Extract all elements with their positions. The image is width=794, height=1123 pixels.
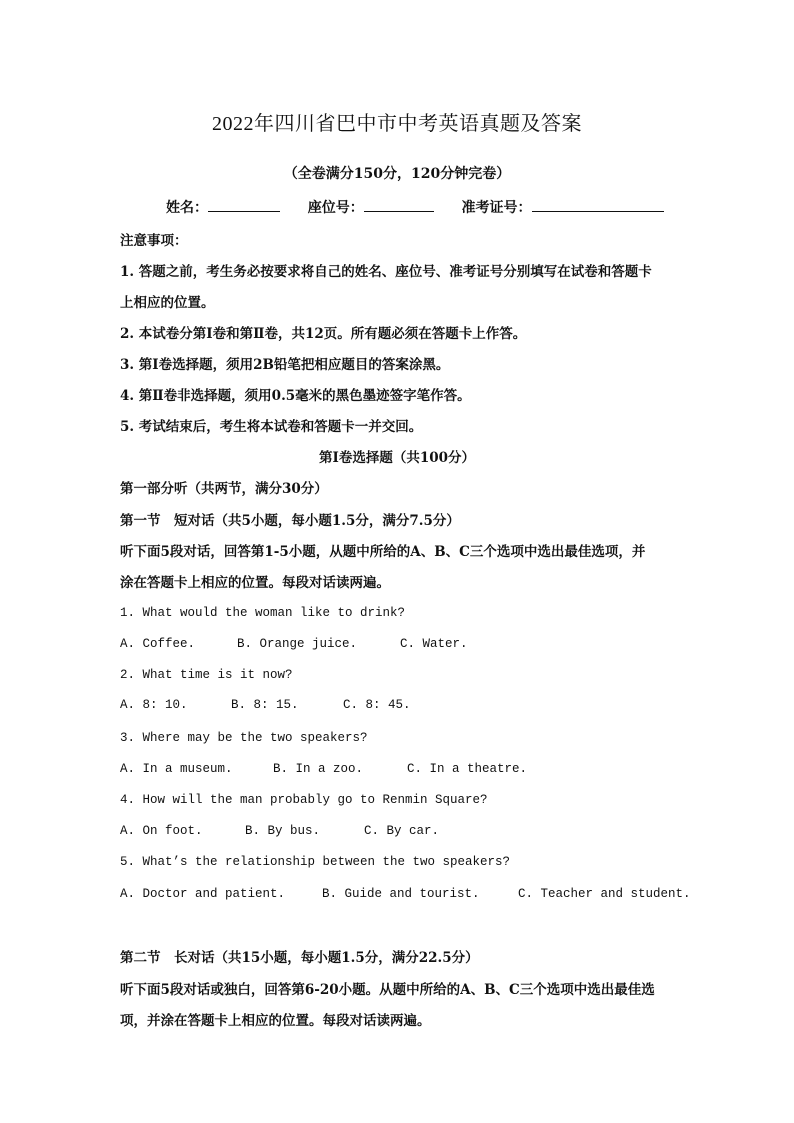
section1-heading: 第一节 短对话（共5小题，每小题1.5分，满分7.5分） (120, 513, 460, 529)
question-text: 4. How will the man probably go to Renmin Square? (120, 793, 488, 807)
note-item: 1. 答题之前，考生务必按要求将自己的姓名、座位号、准考证号分别填写在试卷和答题卡 (120, 264, 652, 280)
seat-label: 座位号： (307, 200, 364, 216)
seat-blank (364, 197, 434, 212)
option-c: C. In a theatre. (407, 762, 528, 776)
student-info-fields (166, 197, 664, 217)
name-blank (208, 197, 280, 212)
exam-subtitle: （全卷满分150分，120分钟完卷） (283, 166, 511, 182)
note-item: 2. 本试卷分第Ⅰ卷和第Ⅱ卷，共12页。所有题必须在答题卡上作答。 (120, 326, 527, 342)
note-item: 4. 第Ⅱ卷非选择题，须用0.5毫米的黑色墨迹签字笔作答。 (120, 388, 471, 404)
option-c: C. Teacher and student. (518, 887, 691, 901)
notes-heading: 注意事项： (120, 233, 188, 249)
option-a: A. On foot. (120, 824, 203, 838)
option-a: A. 8: 10. (120, 698, 188, 712)
exam-id-blank (532, 197, 664, 212)
section2-instructions: 听下面5段对话或独白，回答第6-20小题。从题中所给的A、B、C三个选项中选出最佳选 (120, 982, 655, 998)
section2-instructions: 项，并涂在答题卡上相应的位置。每段对话读两遍。 (120, 1013, 431, 1029)
option-c: C. 8: 45. (343, 698, 411, 712)
option-b: B. Guide and tourist. (322, 887, 480, 901)
section2-heading: 第二节 长对话（共15小题，每小题1.5分，满分22.5分） (120, 950, 479, 966)
question-text: 2. What time is it now? (120, 668, 293, 682)
option-c: C. Water. (400, 637, 468, 651)
option-a: A. Doctor and patient. (120, 887, 286, 901)
section1-instructions: 涂在答题卡上相应的位置。每段对话读两遍。 (120, 575, 390, 591)
option-b: B. 8: 15. (231, 698, 299, 712)
option-c: C. By car. (364, 824, 440, 838)
note-item: 上相应的位置。 (120, 295, 215, 311)
option-b: B. In a zoo. (273, 762, 364, 776)
section1-instructions: 听下面5段对话，回答第1-5小题，从题中所给的A、B、C三个选项中选出最佳选项，并 (120, 544, 646, 560)
volume1-heading: 第Ⅰ卷选择题（共100分） (319, 450, 475, 466)
exam-id-label: 准考证号： (461, 200, 532, 216)
option-a: A. Coffee. (120, 637, 196, 651)
question-text: 3. Where may be the two speakers? (120, 731, 368, 745)
note-item: 5. 考试结束后，考生将本试卷和答题卡一并交回。 (120, 419, 423, 435)
question-text: 5. What’s the relationship between the two speakers? (120, 855, 511, 869)
option-b: B. By bus. (245, 824, 321, 838)
option-a: A. In a museum. (120, 762, 233, 776)
question-text: 1. What would the woman like to drink? (120, 606, 406, 620)
part1-heading: 第一部分听（共两节，满分30分） (120, 481, 328, 497)
name-label: 姓名： (166, 200, 208, 216)
note-item: 3. 第Ⅰ卷选择题，须用2B铅笔把相应题目的答案涂黑。 (120, 357, 450, 373)
document-title: 2022年四川省巴中市中考英语真题及答案 (212, 113, 582, 135)
option-b: B. Orange juice. (237, 637, 358, 651)
